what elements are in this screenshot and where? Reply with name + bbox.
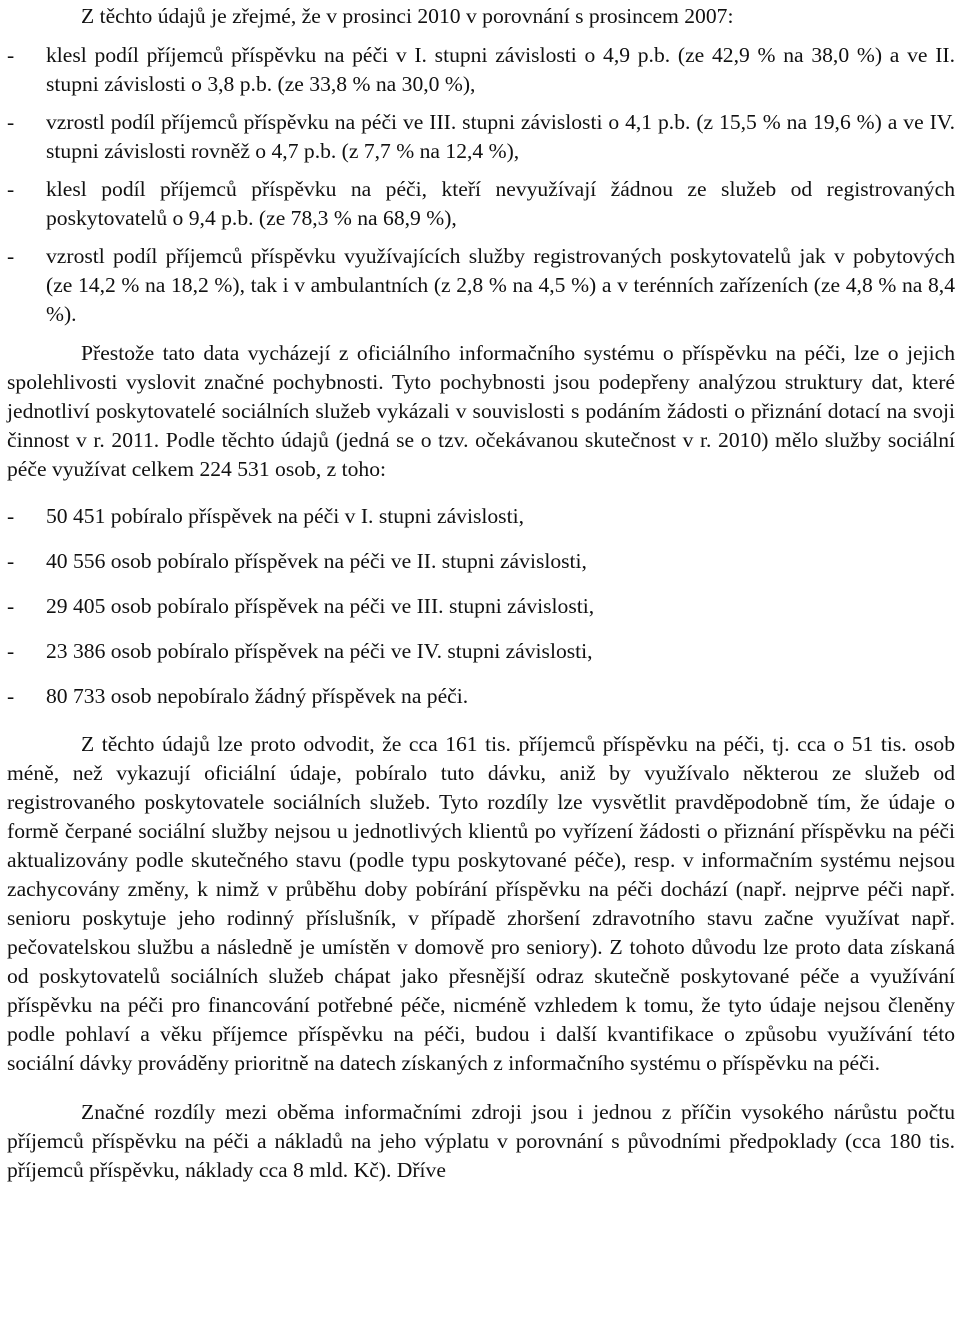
counts-list	[7, 502, 955, 711]
change-list-item	[7, 175, 955, 233]
paragraph-reliability: Přestože tato data vycházejí z oficiálního informačního systému o příspěvku na péči, lze o jejich spolehlivosti vyslovit značné pochybnosti. Tyto pochybnosti jsou podepřeny analýzou struktury dat, které jednotliví poskytovatelé sociálních služeb vykázali v souvislosti s podáním žádosti o přiznání dotací na svoji činnost v r. 2011. Podle těchto údajů (jedná se o tzv. očekávanou skutečnost v r. 2010) mělo služby sociální péče využívat celkem 224 531 osob, z toho:	[7, 341, 955, 481]
change-list-item	[7, 242, 955, 329]
change-list-text: vzrostl podíl příjemců příspěvku na péči ve III. stupni závislosti o 4,1 p.b. (z 15,5 % na 19,6 %) a ve IV. stupni závislosti rovněž o 4,7 p.b. (z 7,7 % na 12,4 %),	[46, 110, 955, 163]
paragraph-derivation: Z těchto údajů lze proto odvodit, že cca 161 tis. příjemců příspěvku na péči, tj. cca o 51 tis. osob méně, než vykazují oficiální údaje, pobíralo tuto dávku, aniž by využívalo některou ze služeb od registrovaného poskytovatele sociálních služeb. Tyto rozdíly lze vysvětlit pravděpodobně tím, že údaje o formě čerpané sociální služby nejsou u jednotlivých klientů po vyřízení žádosti o přiznání příspěvku na péči aktualizovány podle skutečného stavu (podle typu poskytované péče), resp. v informačním systému nejsou zachycovány změny, k nimž v průběhu doby pobírání příspěvku na péči dochází (např. nejprve péči např. senioru poskytuje jeho rodinný příslušník, v případě zhoršení zdravotního stavu začne využívat např. pečovatelskou službu a následně je umístěn v domově pro seniory). Z tohoto důvodu lze proto data získaná od poskytovatelů sociálních služeb chápat jako přesnější odraz skutečně poskytované péče a využívání příspěvku na péči pro financování potřebné péče, nicméně vzhledem k tomu, že tyto údaje nejsou členěny podle pohlaví a věku příjemce příspěvku na péči, budou i další kvantifikace o způsobu využívání této sociální dávky prováděny prioritně na datech získaných z informačního systému o příspěvku na péči.	[7, 732, 955, 1075]
change-list-item	[7, 41, 955, 99]
bullet-dash: -	[7, 639, 15, 663]
count-list-item	[7, 682, 955, 711]
bullet-dash: -	[7, 549, 15, 573]
change-list-text: klesl podíl příjemců příspěvku na péči v I. stupni závislosti o 4,9 p.b. (ze 42,9 % na 38,0 %) a ve II. stupni závislosti o 3,8 p.b. (ze 33,8 % na 30,0 %),	[46, 43, 955, 96]
count-list-item	[7, 547, 955, 576]
count-list-item	[7, 637, 955, 666]
intro-paragraph: Z těchto údajů je zřejmé, že v prosinci 2010 v porovnání s prosincem 2007:	[81, 4, 734, 28]
bullet-dash: -	[7, 684, 15, 708]
bullet-dash: -	[7, 110, 15, 134]
count-list-item	[7, 502, 955, 531]
bullet-dash: -	[7, 177, 15, 201]
count-list-text: 29 405 osob pobíralo příspěvek na péči ve III. stupni závislosti,	[46, 594, 595, 618]
bullet-dash: -	[7, 504, 15, 528]
bullet-dash: -	[7, 43, 15, 67]
count-list-text: 40 556 osob pobíralo příspěvek na péči ve II. stupni závislosti,	[46, 549, 587, 573]
count-list-text: 50 451 pobíralo příspěvek na péči v I. stupni závislosti,	[46, 504, 524, 528]
bullet-dash: -	[7, 594, 15, 618]
change-list-text: klesl podíl příjemců příspěvku na péči, kteří nevyužívají žádnou ze služeb od registrovaných poskytovatelů o 9,4 p.b. (ze 78,3 % na 68,9 %),	[46, 177, 955, 230]
change-list-item	[7, 108, 955, 166]
paragraph-differences: Značné rozdíly mezi oběma informačními zdroji jsou i jednou z příčin vysokého nárůstu počtu příjemců příspěvku na péči a nákladů na jeho výplatu v porovnání s původními předpoklady (cca 180 tis. příjemců příspěvku, náklady cca 8 mld. Kč). Dříve	[7, 1100, 955, 1182]
bullet-dash: -	[7, 244, 15, 268]
count-list-text: 23 386 osob pobíralo příspěvek na péči ve IV. stupni závislosti,	[46, 639, 593, 663]
count-list-item	[7, 592, 955, 621]
change-list-text: vzrostl podíl příjemců příspěvku využívajících služby registrovaných poskytovatelů jak v pobytových (ze 14,2 % na 18,2 %), tak i v ambulantních (z 2,8 % na 4,5 %) a v terénních zařízeních (ze 4,8 % na 8,4 %).	[46, 244, 955, 326]
count-list-text: 80 733 osob nepobíralo žádný příspěvek na péči.	[46, 684, 469, 708]
